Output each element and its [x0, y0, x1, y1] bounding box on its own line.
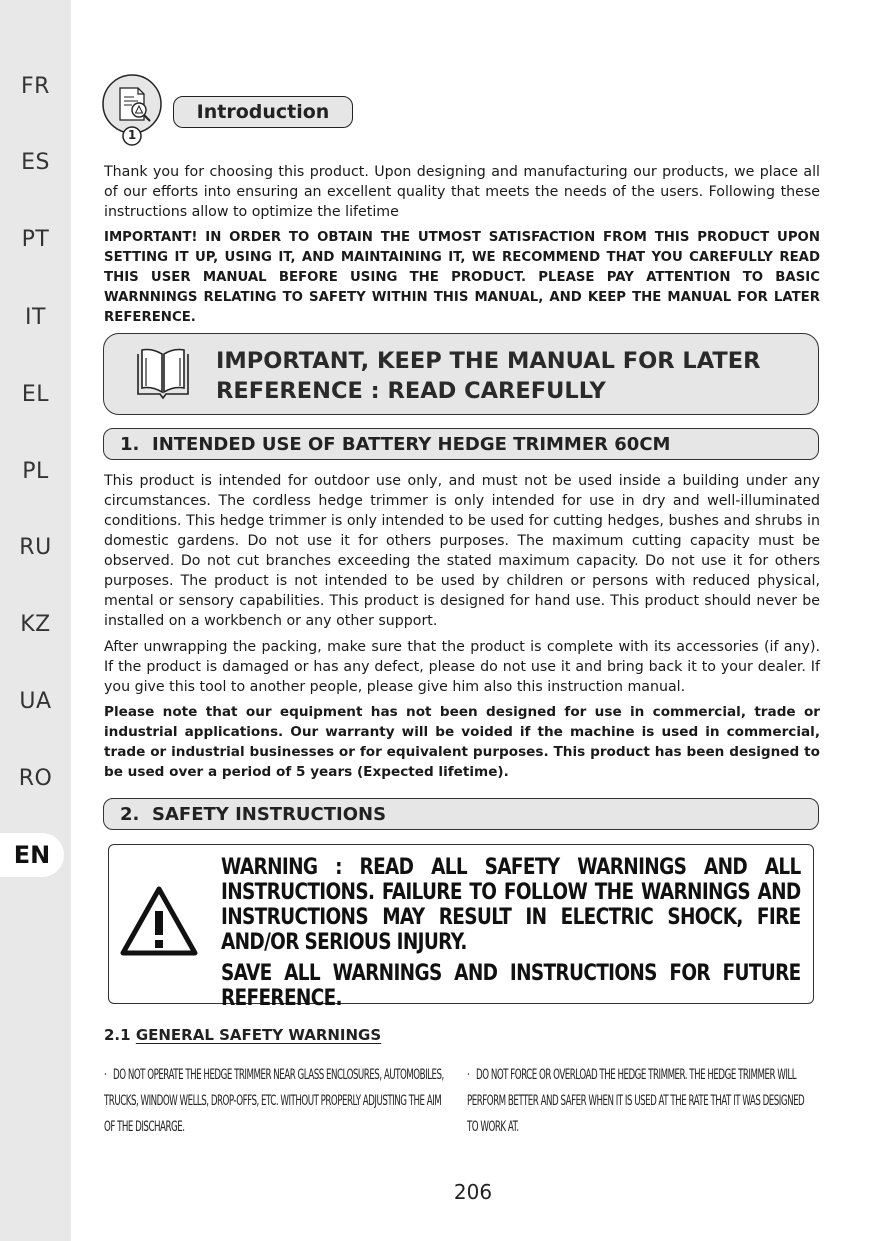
intro-paragraph: Thank you for choosing this product. Upon designing and manufacturing our products, we place all of our efforts into ensuring an excellent quality that meets the needs of the users. Following these instructions allow to optimize the lifetime [104, 164, 820, 220]
section-1-title: INTENDED USE OF BATTERY HEDGE TRIMMER 60CM [152, 433, 671, 455]
lang-tab-ua[interactable]: UA [19, 689, 52, 714]
lang-tab-fr[interactable]: FR [21, 74, 50, 99]
safety-warning-line-1: WARNING : READ ALL SAFETY WARNINGS AND ALL INSTRUCTIONS. FAILURE TO FOLLOW THE WARNINGS AND INSTRUCTIONS MAY RESULT IN ELECTRIC SHOCK, FIRE AND/OR SERIOUS INJURY. [221, 855, 801, 955]
safety-warning-line-2: SAVE ALL WARNINGS AND INSTRUCTIONS FOR FUTURE REFERENCE. [221, 961, 801, 1011]
bullet-right-text: DO NOT FORCE OR OVERLOAD THE HEDGE TRIMMER. THE HEDGE TRIMMER WILL PERFORM BETTER AND SAFER WHEN IT IS USED AT THE RATE THAT IT WAS DESIGNED TO WORK AT. [467, 1067, 805, 1135]
section-1-paragraph-2: After unwrapping the packing, make sure that the product is complete with its accessories (if any). If the product is damaged or has any defect, please do not use it and bring back it to your dealer. If you give this tool to another people, please give him also this instruction manual. [104, 639, 820, 695]
lang-tab-el[interactable]: EL [21, 382, 50, 407]
language-sidebar [0, 0, 71, 1241]
important-callout-text [216, 346, 796, 406]
lang-tab-it[interactable]: IT [25, 305, 46, 330]
section-1-heading [103, 428, 819, 460]
safety-warning-text [221, 855, 801, 1017]
intro-title: Introduction [173, 96, 353, 128]
important-line-2: REFERENCE : READ CAREFULLY [216, 378, 606, 404]
lang-tab-kz[interactable]: KZ [20, 612, 51, 637]
section-2-heading [103, 798, 819, 830]
warning-triangle-icon [119, 885, 199, 957]
subsection-2-1-heading [104, 1026, 381, 1044]
bullet-right-column [467, 1062, 805, 1140]
important-line-1: IMPORTANT, KEEP THE MANUAL FOR LATER [216, 348, 761, 374]
open-book-icon [134, 346, 192, 402]
important-callout [103, 333, 819, 415]
lang-tab-en-active[interactable]: EN [0, 833, 64, 877]
lang-tab-pl[interactable]: PL [22, 459, 49, 484]
intro-text-block [104, 162, 820, 328]
section-1-body [104, 471, 820, 782]
intro-badge-number: 1 [127, 128, 137, 142]
section-1-number: 1. [120, 433, 140, 455]
intro-important-paragraph: IMPORTANT! IN ORDER TO OBTAIN THE UTMOST SATISFACTION FROM THIS PRODUCT UPON SETTING IT UP, USING IT, AND MAINTAINING IT, WE RECOMMEND THAT YOU CAREFULLY READ THIS USER MANUAL BEFORE USING THE PRODUCT. PLEASE PAY ATTENTION TO BASIC WARNNINGS RELATING TO SAFETY WITHIN THIS MANUAL, AND KEEP THE MANUAL FOR LATER REFERENCE. [104, 230, 820, 325]
bullet-item-left: · DO NOT OPERATE THE HEDGE TRIMMER NEAR GLASS ENCLOSURES, AUTOMOBILES, TRUCKS, WINDOW WELLS, DROP-OFFS, ETC. WITHOUT PROPERLY ADJUSTING THE AIM OF THE DISCHARGE. [104, 1067, 444, 1135]
lang-tab-es[interactable]: ES [21, 150, 50, 175]
section-2-number: 2. [120, 803, 140, 825]
safety-warning-box [108, 844, 814, 1011]
page-number: 206 [453, 1180, 493, 1204]
lang-tab-ru[interactable]: RU [19, 535, 52, 560]
subsection-number: 2.1 [104, 1026, 131, 1044]
bullet-item-right: · DO NOT FORCE OR OVERLOAD THE HEDGE TRIMMER. THE HEDGE TRIMMER WILL PERFORM BETTER AND SAFER WHEN IT IS USED AT THE RATE THAT IT WAS DESIGNED TO WORK AT. [467, 1067, 805, 1135]
bullet-left-column [104, 1062, 444, 1140]
lang-tab-pt[interactable]: PT [21, 227, 50, 252]
section-1-paragraph-1: This product is intended for outdoor use only, and must not be used inside a building under any circumstances. The cordless hedge trimmer is only intended for use in dry and well-illuminated conditions. This hedge trimmer is only intended to be used for cutting hedges, bushes and shrubs in domestic gardens. Do not use it for others purposes. The maximum cutting capacity must be observed. Do not cut branches exceeding the stated maximum capacity. Do not use it for others purposes. The product is not intended to be used by children or persons with reduced physical, mental or sensory capabilities. This product is designed for hand use. This product should never be installed on a workbench or any other support. [104, 473, 820, 629]
bullet-left-text: DO NOT OPERATE THE HEDGE TRIMMER NEAR GLASS ENCLOSURES, AUTOMOBILES, TRUCKS, WINDOW WELLS, DROP-OFFS, ETC. WITHOUT PROPERLY ADJUSTING THE AIM OF THE DISCHARGE. [104, 1067, 444, 1135]
lang-tab-ro[interactable]: RO [18, 766, 53, 791]
section-1-paragraph-3: Please note that our equipment has not been designed for use in commercial, trade or industrial applications. Our warranty will be voided if the machine is used in commercial, trade or industrial businesses or for equivalent purposes. This product has been designed to be used over a period of 5 years (Expected lifetime). [104, 704, 820, 780]
subsection-title: GENERAL SAFETY WARNINGS [135, 1026, 382, 1044]
section-2-title: SAFETY INSTRUCTIONS [152, 803, 387, 825]
